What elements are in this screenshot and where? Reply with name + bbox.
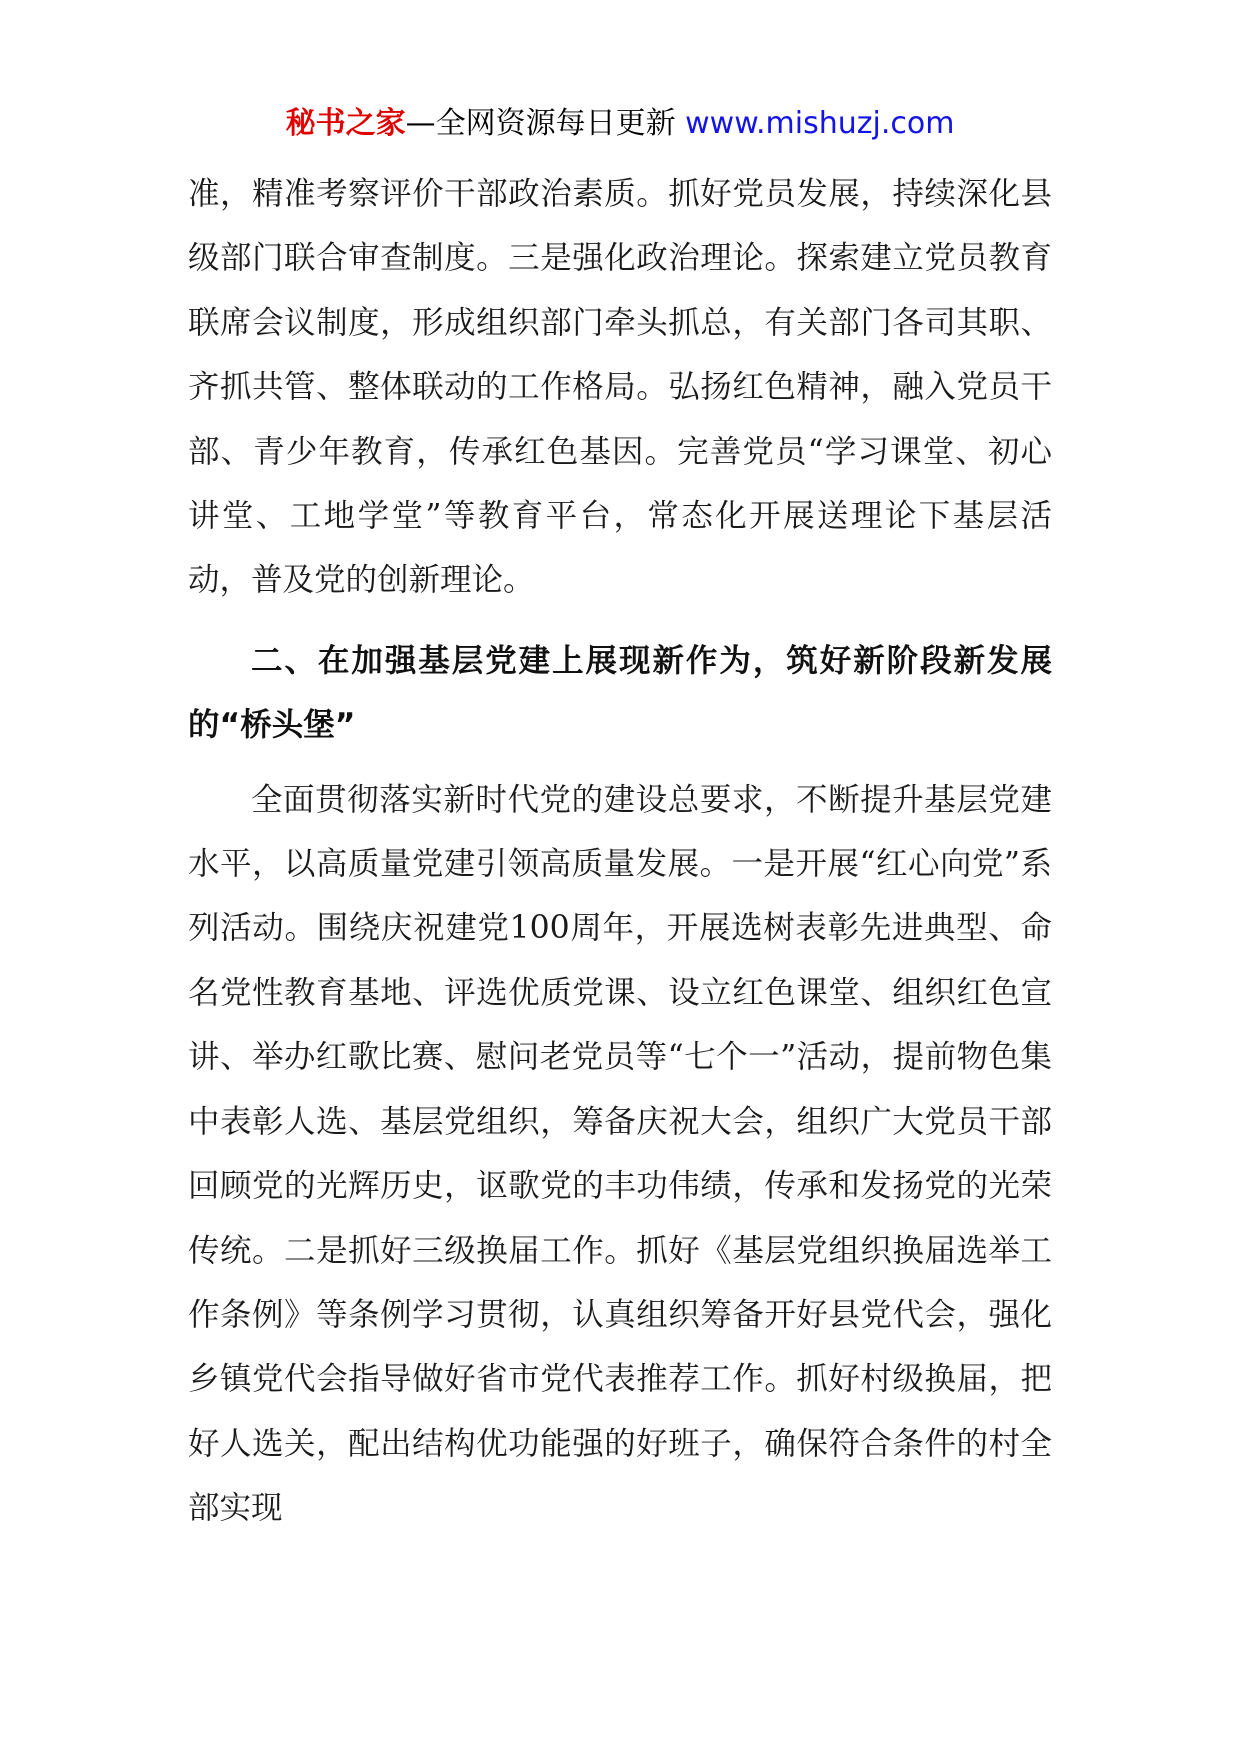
document-body	[188, 162, 1052, 1541]
site-tagline: —全网资源每日更新	[405, 106, 676, 141]
site-url-link[interactable]: www.mishuzj.com	[685, 106, 955, 141]
site-header-banner	[0, 100, 1240, 148]
continued-paragraph: 准，精准考察评价干部政治素质。抓好党员发展，持续深化县级部门联合审查制度。三是强化政治理论。探索建立党员教育联席会议制度，形成组织部门牵头抓总，有关部门各司其职、齐抓共管、整体联动的工作格局。弘扬红色精神，融入党员干部、青少年教育，传承红色基因。完善党员“学习课堂、初心讲堂、工地学堂”等教育平台，常态化开展送理论下基层活动，普及党的创新理论。	[188, 176, 1052, 599]
site-brand-name: 秘书之家	[285, 106, 406, 141]
body-paragraph: 全面贯彻落实新时代党的建设总要求，不断提升基层党建水平，以高质量党建引领高质量发展。一是开展“红心向党”系列活动。围绕庆祝建党100周年，开展选树表彰先进典型、命名党性教育基地、评选优质党课、设立红色课堂、组织红色宣讲、举办红歌比赛、慰问老党员等“七个一”活动，提前物色集中表彰人选、基层党组织，筹备庆祝大会，组织广大党员干部回顾党的光辉历史，讴歌党的丰功伟绩，传承和发扬党的光荣传统。二是抓好三级换届工作。抓好《基层党组织换届选举工作条例》等条例学习贯彻，认真组织筹备开好县党代会，强化乡镇党代会指导做好省市党代表推荐工作。抓好村级换届，把好人选关，配出结构优功能强的好班子，确保符合条件的村全部实现	[188, 781, 1052, 1527]
section-heading: 二、在加强基层党建上展现新作为，筑好新阶段新发展的“桥头堡”	[188, 642, 1052, 744]
